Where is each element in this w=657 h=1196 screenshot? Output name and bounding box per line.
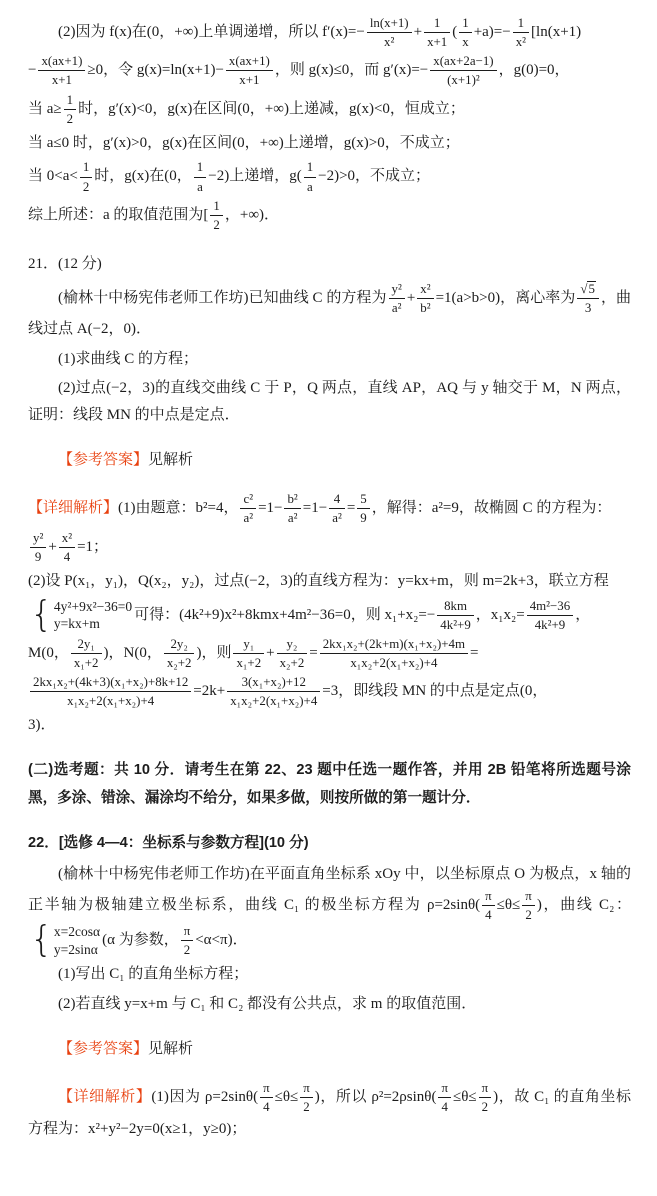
text-line: 【详细解析】(1)由题意：b²=4， $\frac{\text{c²}}{\text{a²}}$ =1− $\frac{\text{b²}}{\text{a²}}$ =1− $\frac{4}{\text{a²}}$ = $\frac{5}{9}$ ，解得：a²=9，故椭圆 C 的方程为： <box>28 492 612 526</box>
text-line: (1)求曲线 C 的方程； <box>58 350 198 367</box>
fraction: $\frac{\text{2y₁}}{\text{x₁+2}}$ <box>71 636 102 671</box>
fraction: $\frac{1}{2}$ <box>80 159 92 194</box>
text-line: − $\frac{x(ax+1)}{x+1}$ ≥0，令 g(x)=ln(x+1)− $\frac{x(ax+1)}{x+1}$ ，则 g(x)≤0，而 g′(x)=− $\frac{x(ax+2a-1)}{\text{(x+1)²}}$ ，g(0)=0， <box>28 54 570 88</box>
answer-label: 【详细解析】 <box>58 1089 152 1106</box>
fraction: $\frac{\pi}{2}$ <box>300 1080 313 1115</box>
text-line: (榆林十中杨宪伟老师工作坊)在平面直角坐标系 xOy 中，以坐标原点 O 为极点，x 轴的正半轴为极轴建立极坐标系，曲线 C₁ 的极坐标方程为 ρ=2sinθ( $\frac{\pi}{4}$ ≤θ≤ $\frac{\pi}{2}$ )，曲线 C₂： { x=2cosα y=2sinα (α 为参数， $\frac{\pi}{2}$ <α<π)． <box>28 866 631 961</box>
fraction: $\frac{\text{y₁}}{\text{x₁+2}}$ <box>233 636 264 671</box>
fraction: $\frac{x(ax+1)}{x+1}$ <box>38 53 85 88</box>
answer-label: 【参考答案】 <box>58 1040 149 1057</box>
fraction: $\frac{5}{9}$ <box>357 491 369 526</box>
sqrt: √5 <box>580 281 595 296</box>
text-line: 当 a≥ $\frac{1}{2}$ 时，g′(x)<0，g(x)在区间(0，+∞)上递减，g(x)<0，恒成立； <box>28 92 465 126</box>
fraction: $\frac{\text{c²}}{\text{a²}}$ <box>240 491 256 526</box>
fraction: $\frac{\text{y²}}{9}$ <box>30 530 46 565</box>
equation-system: { x=2cosα y=2sinα <box>30 919 101 961</box>
text-line: 当 a≤0 时，g′(x)>0，g(x)在区间(0，+∞)上递增，g(x)>0，不成立； <box>28 134 460 151</box>
text-line: (2)若直线 y=x+m 与 C₁ 和 C₂ 都没有公共点，求 m 的取值范围． <box>58 995 477 1012</box>
fraction: $\frac{4}{\text{a²}}$ <box>329 491 345 526</box>
fraction: $\frac{\pi}{4}$ <box>438 1080 451 1115</box>
fraction: $\frac{\pi}{2}$ <box>522 888 535 923</box>
fraction: $\frac{\text{4m²−36}}{\text{4k²+9}}$ <box>527 598 574 633</box>
fraction: $\frac{\pi}{2}$ <box>181 923 194 958</box>
text-line: 21．(12 分) <box>28 255 102 272</box>
brace-icon: { <box>30 919 53 961</box>
fraction: $\frac{1}{x+1}$ <box>424 15 450 50</box>
fraction: $\frac{\text{b²}}{\text{a²}}$ <box>284 491 300 526</box>
fraction: $\frac{\pi}{4}$ <box>260 1080 273 1115</box>
text-line: $\frac{\text{2kx₁x₂+(4k+3)(x₁+x₂)+8k+12}}{\text{x₁x₂+2(x₁+x₂)+4}}$ =2k+ $\frac{\text{3(x₁+x₂)+12}}{\text{x₁x₂+2(x₁+x₂)+4}}$ =3，即线段 MN 的中点是定点(0， <box>28 674 631 709</box>
fraction: $\frac{\text{2kx₁x₂+(2k+m)(x₁+x₂)+4m}}{\text{x₁x₂+2(x₁+x₂)+4}}$ <box>320 636 468 671</box>
text-line: 【参考答案】见解析 <box>58 451 194 468</box>
fraction: $\frac{\text{y²}}{\text{a²}}$ <box>389 281 405 316</box>
text-line: M(0， $\frac{\text{2y₁}}{\text{x₁+2}}$ )，N(0， $\frac{\text{2y₂}}{\text{x₂+2}}$ )，则 $\frac{\text{y₁}}{\text{x₁+2}}$ + $\frac{\text{y₂}}{\text{x₂+2}}$ = $\frac{\text{2kx₁x₂+(2k+m)(x₁+x₂)+4m}}{\text{x₁x₂+2(x₁+x₂)+4}}$ = <box>28 636 479 670</box>
fraction: $\frac{√5}{3}$ <box>577 281 599 316</box>
fraction: $\frac{x(ax+2a-1)}{\text{(x+1)²}}$ <box>430 53 496 88</box>
text-line: 综上所述：a 的取值范围为[ $\frac{1}{2}$ ，+∞)． <box>28 198 280 232</box>
brace-icon: { <box>30 593 53 635</box>
equation-system: { 4y²+9x²−36=0 y=kx+m <box>30 593 133 635</box>
fraction: $\frac{\text{x²}}{\text{b²}}$ <box>417 281 433 316</box>
fraction: $\frac{1}{2}$ <box>210 198 222 233</box>
fraction: $\frac{\text{2kx₁x₂+(4k+3)(x₁+x₂)+8k+12}}{\text{x₁x₂+2(x₁+x₂)+4}}$ <box>30 674 191 709</box>
text-line: { 4y²+9x²−36=0 y=kx+m 可得：(4k²+9)x²+8kmx+4m²−36=0，则 x₁+x₂=− $\frac{8km}{\text{4k²+9}}$ ，x₁x₂= $\frac{\text{4m²−36}}{\text{4k²+9}}$ ， <box>30 593 591 635</box>
fraction: $\frac{\text{3(x₁+x₂)+12}}{\text{x₁x₂+2(x₁+x₂)+4}}$ <box>227 674 320 709</box>
fraction: $\frac{\text{2y₂}}{\text{x₂+2}}$ <box>164 636 195 671</box>
text-line: (榆林十中杨宪伟老师工作坊)已知曲线 C 的方程为 $\frac{\text{y²}}{\text{a²}}$ + $\frac{\text{x²}}{\text{b²}}$ =1(a>b>0)，离心率为 $\frac{√5}{3}$ ，曲线过点 A(−2，0)． <box>28 281 631 337</box>
text-line: (2)设 P(x₁，y₁)，Q(x₂，y₂)，过点(−2，3)的直线方程为：y=kx+m，则 m=2k+3，联立方程 <box>28 572 609 589</box>
fraction: $\frac{1}{2}$ <box>64 92 76 127</box>
answer-label: 【详细解析】 <box>28 500 119 517</box>
text-line: (2)过点(−2，3)的直线交曲线 C 于 P，Q 两点，直线 AP，AQ 与 y 轴交于 M，N 两点，证明：线段 MN 的中点是定点． <box>28 380 631 423</box>
answer-label: 【参考答案】 <box>58 451 149 468</box>
fraction: $\frac{\ln(x+1)}{\text{x²}}$ <box>367 15 412 50</box>
text-line: $\frac{\text{y²}}{9}$ + $\frac{\text{x²}}{4}$ =1； <box>28 530 631 565</box>
text-line: 3)． <box>28 717 56 734</box>
text-line: 当 0<a< $\frac{1}{2}$ 时，g(x)在(0， $\frac{1}{a}$ −2)上递增，g( $\frac{1}{a}$ −2)>0，不成立； <box>28 160 431 194</box>
fraction: $\frac{1}{x}$ <box>459 15 471 50</box>
fraction: $\frac{1}{a}$ <box>304 159 316 194</box>
document-body <box>28 15 631 1142</box>
text-line: 【参考答案】见解析 <box>58 1040 194 1057</box>
bold-text-line: 22．[选修 4—4：坐标系与参数方程](10 分) <box>28 835 309 852</box>
fraction: $\frac{8km}{\text{4k²+9}}$ <box>437 598 473 633</box>
text-line: (2)因为 f(x)在(0，+∞)上单调递增，所以 f′(x)=− $\frac{\ln(x+1)}{\text{x²}}$ + $\frac{1}{x+1}$ ( $\frac{1}{x}$ +a)=− $\frac{1}{\text{x²}}$ [ln(x+1) <box>58 16 582 50</box>
text-line: 【详细解析】(1)因为 ρ=2sinθ( $\frac{\pi}{4}$ ≤θ≤ $\frac{\pi}{2}$ )，所以 ρ²=2ρsinθ( $\frac{\pi}{4}$ ≤θ≤ $\frac{\pi}{2}$ )，故 C₁ 的直角坐标方程为：x²+y²−2y=0(x≥1，y≥0)； <box>28 1081 632 1137</box>
radical-icon: √ <box>580 281 588 296</box>
fraction: $\frac{\pi}{2}$ <box>479 1080 492 1115</box>
fraction: $\frac{\text{x²}}{4}$ <box>59 530 75 565</box>
fraction: $\frac{\pi}{4}$ <box>482 888 495 923</box>
fraction: $\frac{1}{\text{x²}}$ <box>513 15 529 50</box>
fraction: $\frac{\text{y₂}}{\text{x₂+2}}$ <box>277 636 308 671</box>
fraction: $\frac{x(ax+1)}{x+1}$ <box>226 53 273 88</box>
bold-text-line: (二)选考题：共 10 分．请考生在第 22、23 题中任选一题作答，并用 2B 铅笔将所选题号涂黑，多涂、错涂、漏涂均不给分，如果多做，则按所做的第一题计分． <box>28 761 631 806</box>
text-line: (1)写出 C₁ 的直角坐标方程； <box>58 966 249 983</box>
fraction: $\frac{1}{a}$ <box>194 159 206 194</box>
